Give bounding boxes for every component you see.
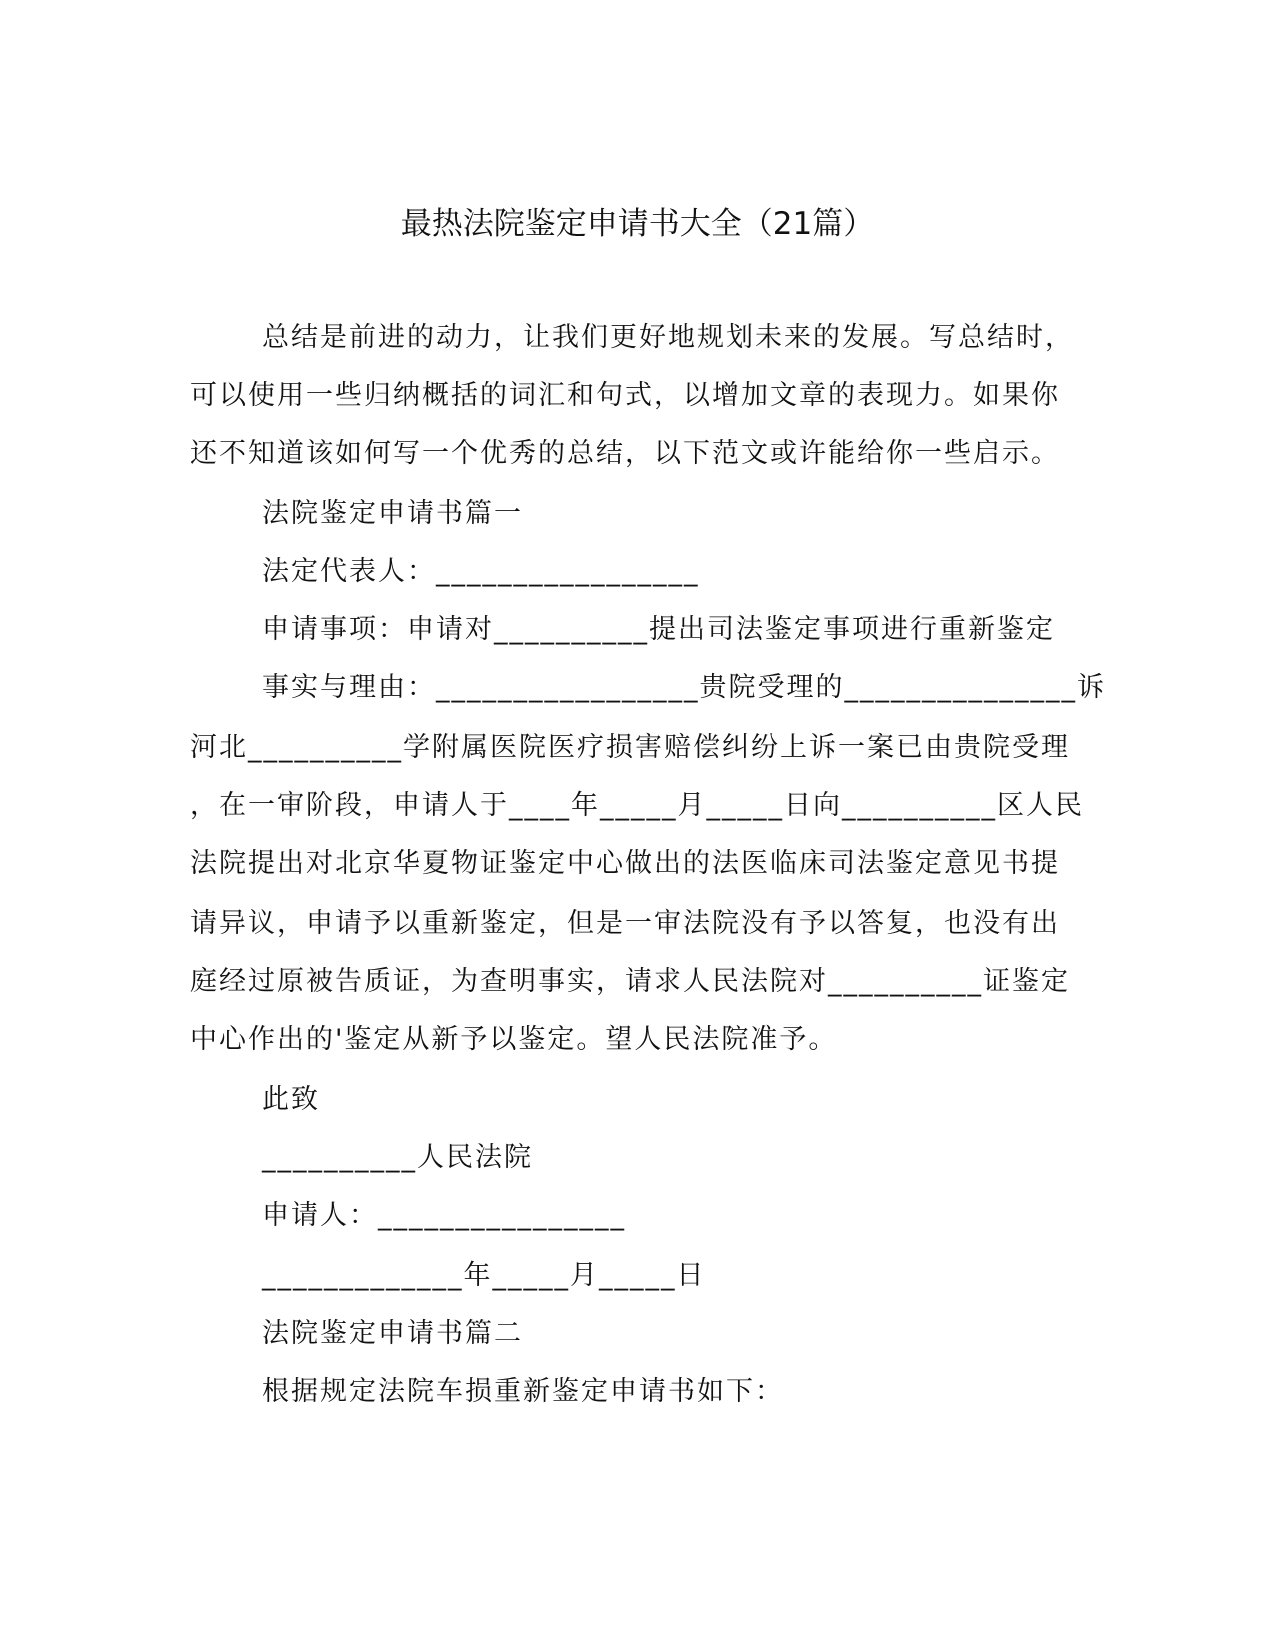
facts-line-6: 庭经过原被告质证，为查明事实，请求人民法院对__________证鉴定 xyxy=(190,966,1070,997)
facts-line-5: 请异议，申请予以重新鉴定，但是一审法院没有予以答复，也没有出 xyxy=(190,908,1060,939)
facts-line-7: 中心作出的'鉴定从新予以鉴定。望人民法院准予。 xyxy=(190,1024,838,1055)
legal-representative-line: 法定代表人：_________________ xyxy=(262,556,700,587)
intro-line-3: 还不知道该如何写一个优秀的总结，以下范文或许能给你一些启示。 xyxy=(190,438,1060,469)
applicant-line: 申请人：________________ xyxy=(262,1200,626,1231)
closing-salutation: 此致 xyxy=(262,1084,320,1115)
section2-heading: 法院鉴定申请书篇二 xyxy=(262,1318,523,1349)
section2-first-line: 根据规定法院车损重新鉴定申请书如下： xyxy=(262,1376,784,1407)
facts-line-1: 事实与理由：_________________贵院受理的_______________诉 xyxy=(262,672,1106,703)
intro-line-1: 总结是前进的动力，让我们更好地规划未来的发展。写总结时， xyxy=(262,322,1074,353)
document-title: 最热法院鉴定申请书大全（21篇） xyxy=(400,206,875,242)
facts-line-2: 河北__________学附属医院医疗损害赔偿纠纷上诉一案已由贵院受理 xyxy=(190,732,1070,763)
request-line: 申请事项：申请对__________提出司法鉴定事项进行重新鉴定 xyxy=(262,614,1055,645)
court-line: __________人民法院 xyxy=(262,1142,533,1173)
section1-heading: 法院鉴定申请书篇一 xyxy=(262,498,523,529)
facts-line-3: ，在一审阶段，申请人于____年_____月_____日向__________区人民 xyxy=(190,790,1084,821)
intro-line-2: 可以使用一些归纳概括的词汇和句式，以增加文章的表现力。如果你 xyxy=(190,380,1060,411)
date-line: _____________年_____月_____日 xyxy=(262,1260,706,1291)
facts-line-4: 法院提出对北京华夏物证鉴定中心做出的法医临床司法鉴定意见书提 xyxy=(190,848,1060,879)
